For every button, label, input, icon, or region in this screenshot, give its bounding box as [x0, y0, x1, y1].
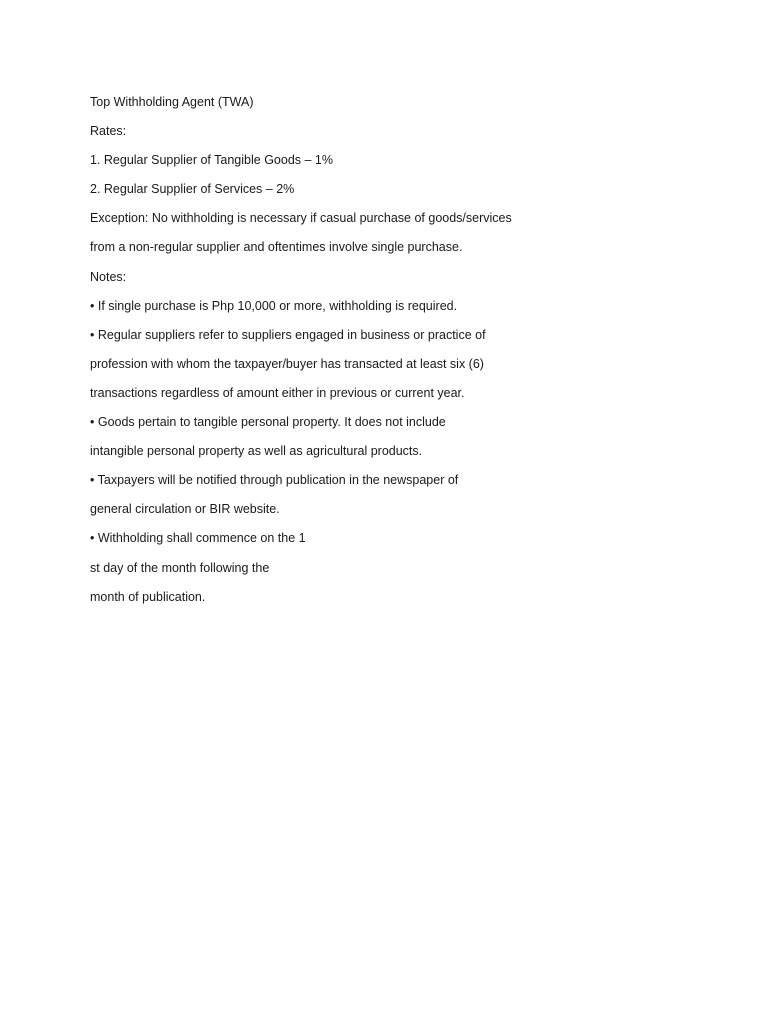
- note-regular-suppliers-2: profession with whom the taxpayer/buyer has transacted at least six (6): [90, 356, 484, 371]
- note-commence-1: • Withholding shall commence on the 1: [90, 531, 306, 546]
- note-notification-1: • Taxpayers will be notified through publication in the newspaper of: [90, 473, 459, 488]
- exception-line-1: Exception: No withholding is necessary if casual purchase of goods/services: [90, 211, 512, 226]
- rate-item-goods: 1. Regular Supplier of Tangible Goods – 1%: [90, 153, 333, 168]
- rate-item-services: 2. Regular Supplier of Services – 2%: [90, 182, 295, 197]
- note-regular-suppliers-1: • Regular suppliers refer to suppliers engaged in business or practice of: [90, 327, 486, 342]
- note-commence-3: month of publication.: [90, 589, 206, 604]
- rates-heading: Rates:: [90, 124, 127, 139]
- document-title: Top Withholding Agent (TWA): [90, 95, 254, 109]
- exception-line-2: from a non-regular supplier and oftentimes involve single purchase.: [90, 240, 463, 255]
- note-commence-2: st day of the month following the: [90, 560, 270, 575]
- note-notification-2: general circulation or BIR website.: [90, 502, 280, 517]
- note-goods-1: • Goods pertain to tangible personal property. It does not include: [90, 415, 446, 430]
- note-regular-suppliers-3: transactions regardless of amount either in previous or current year.: [90, 385, 465, 400]
- note-single-purchase: • If single purchase is Php 10,000 or more, withholding is required.: [90, 298, 458, 313]
- note-goods-2: intangible personal property as well as agricultural products.: [90, 444, 423, 459]
- document-body: [90, 91, 690, 615]
- notes-heading: Notes:: [90, 269, 127, 284]
